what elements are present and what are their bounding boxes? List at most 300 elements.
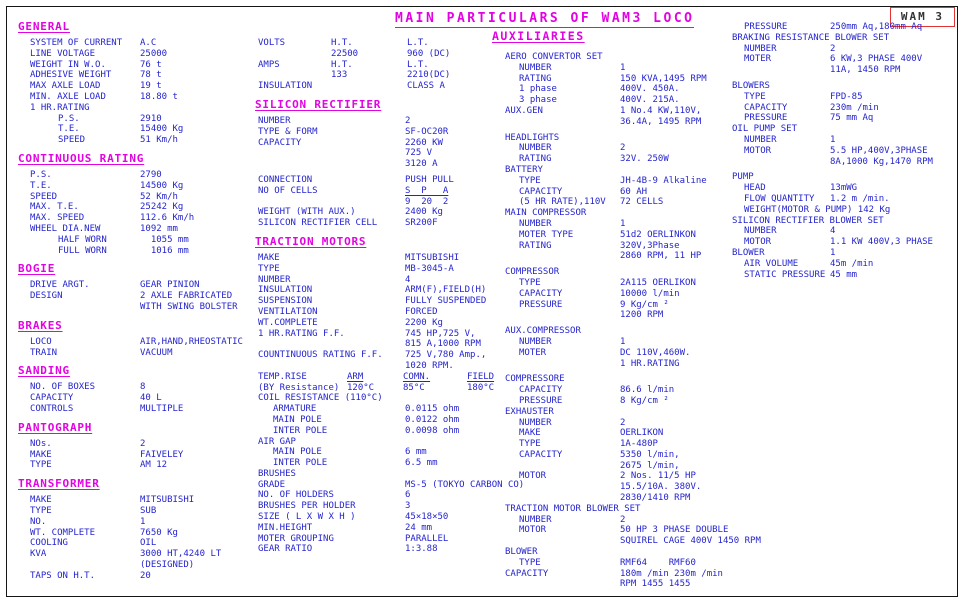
spec-row [255,253,505,264]
subsection-label: BLOWERS [732,80,770,91]
value-line: MS-5 (TOKYO CARBON CO) [405,479,525,490]
row-label: HEAD [744,183,766,194]
row-label: NO. OF BOXES [30,382,96,393]
value-line: 1A-480P [620,439,658,450]
row-label: TYPE [519,277,541,288]
spec-row [255,544,505,555]
row-value [140,60,162,71]
spec-row [18,181,258,192]
row-label: BRUSHES [258,468,296,479]
value-line: 10000 l/min [620,288,680,299]
spec-row [503,450,748,472]
spec-row [730,226,962,237]
spec-row [255,383,505,394]
spec-row [18,224,258,235]
value-line: 2 [140,438,146,449]
section-heading: TRACTION MOTORS [255,234,367,248]
row-label: NUMBER [744,43,777,54]
spec-row [503,385,748,396]
spec-row [18,124,258,135]
row-cell: L.T. [407,59,429,70]
spec-section [255,38,505,92]
row-value [405,138,443,170]
row-value [830,194,890,205]
value-line: 15400 Kg [140,124,184,135]
spec-row [503,515,748,526]
value-line: 230m /min [830,102,879,113]
spec-row [18,348,258,359]
row-label: TYPE [744,91,766,102]
row-value [405,175,454,186]
value-line: RPM 1455 1455 [620,579,691,590]
value-line: 2 AXLE FABRICATED [140,291,233,302]
section-heading: TRANSFORMER [18,477,100,491]
subsection-row [730,124,962,135]
value-line: SQUIREL CAGE 400V 1450 RPM [620,536,761,547]
row-value [140,246,189,257]
row-label: KVA [30,549,47,560]
spec-row [255,350,505,372]
value-line: 13mWG [830,183,858,194]
row-value [852,205,890,216]
value-line: PARALLEL [405,533,449,544]
spec-row [18,38,258,49]
spec-row [503,74,748,85]
value-line: A.C [140,38,157,48]
value-line: ARM(F),FIELD(H) [405,285,487,296]
row-value [830,54,922,76]
row-value [830,248,835,259]
spec-row [503,428,748,439]
row-value [620,106,701,128]
subsection-row [730,248,962,259]
row-label: AMPS [258,59,280,70]
row-label: MOTOR [744,145,772,156]
row-value [140,181,183,192]
row-label: STATIC PRESSURE [744,269,826,280]
value-line: 76 t [140,59,162,70]
spec-row [18,60,258,71]
spec-row [255,329,505,351]
value-line: 8 Kg/cm ² [620,395,669,406]
value-line: 11A, 1450 RPM [830,65,901,76]
row-value [620,84,680,95]
row-value [405,253,459,264]
spec-row [255,116,505,127]
subsection-row [730,33,962,44]
row-value [620,289,680,300]
value-line: 1016 mm [140,245,189,256]
row-value [140,135,178,146]
loco-class-badge: WAM 3 [890,7,955,27]
row-label: INTER POLE [273,425,328,436]
value-line: 1020 RPM. [405,360,454,371]
row-value [140,450,183,461]
value-line: 19 t [140,81,162,92]
row-label: MOTOR [519,471,547,482]
spec-row [503,230,748,241]
row-label: AIR GAP [258,436,296,447]
value-line: 725 V [405,148,433,159]
row-label: MOTER GROUPING [258,533,334,544]
subsection-row [503,165,748,176]
row-label: 1 phase [519,84,557,95]
row-value [620,348,690,370]
value-line: 52 Km/h [140,191,178,202]
spec-section [18,364,258,414]
value-line: 745 HP,725 V, [405,328,476,339]
spec-row [730,22,962,33]
subsection-row [503,407,748,418]
spec-row [503,154,748,165]
value-line: 815 A,1000 RPM [405,339,481,350]
row-value [405,218,438,229]
spec-section [18,421,258,471]
value-line: 2200 Kg [405,317,443,328]
row-value [140,213,194,224]
row-label: NUMBER [258,115,291,126]
row-value [140,337,243,348]
row-label: WEIGHT(MOTOR & PUMP) [744,204,853,215]
row-value [405,285,486,296]
spec-row [18,450,258,461]
row-value [405,512,448,523]
spec-row [255,469,505,480]
row-value [405,426,459,437]
spec-row [730,113,962,124]
row-label: MAIN POLE [273,447,322,458]
spec-row [503,525,761,547]
spec-column-general [18,20,258,581]
value-line: 75 mm Aq [830,113,874,124]
value-line: 1055 mm [140,234,189,245]
row-label: PRESSURE [519,395,563,406]
value-line: OERLIKON [620,428,664,439]
value-line: 36.4A, 1495 RPM [620,116,702,127]
row-label: PRESSURE [519,299,563,310]
value-line: 0.0098 ohm [405,425,460,436]
row-label: NUMBER [519,336,552,347]
value-line: 4 [405,274,411,285]
row-label: TYPE [258,263,280,274]
value-line: 1:3.88 [405,544,438,555]
spec-row [18,114,258,125]
row-value [620,471,701,503]
value-line: 5.5 HP,400V,3PHASE [830,145,928,156]
value-line: 400V. 215A. [620,95,680,106]
value-line: 25000 [140,48,168,59]
value-line: 1 [620,218,626,229]
row-value [140,38,156,49]
spec-row [503,95,748,106]
row-value [620,230,696,241]
value-line: 1092 mm [140,223,178,234]
row-label: NUMBER [519,218,552,229]
spec-row [18,192,258,203]
row-label: MAKE [30,449,52,460]
row-value [140,528,178,539]
subsection-label: TRACTION MOTOR BLOWER SET [505,503,641,514]
row-value [140,92,178,103]
row-value [620,300,669,322]
value-line: 1 [140,516,146,527]
value-line: AM 12 [140,460,168,471]
row-value [405,116,410,127]
row-value [405,207,443,218]
row-value [620,515,625,526]
row-label: MOTER [744,54,772,65]
row-label: INSULATION [258,285,313,296]
value-line: 2 [830,43,836,54]
row-label: ADHESIVE WEIGHT [30,70,112,81]
spec-section [503,52,761,590]
spec-row [255,186,505,208]
value-line: FULLY SUSPENDED [405,296,487,307]
row-value [830,183,857,194]
row-value [140,460,167,471]
value-line: 72 CELLS [620,197,664,208]
row-label: MAX AXLE LOAD [30,81,101,92]
row-label: CAPACITY [519,385,563,396]
spec-row [730,259,962,270]
row-value [405,490,410,501]
spec-row [503,337,748,348]
row-label: MOTOR [744,237,772,248]
row-label: DRIVE ARGT. [30,280,90,291]
subsection-row [503,504,748,515]
subsection-label: AUX.COMPRESSOR [505,326,581,337]
subsection-label: AERO CONVERTOR SET [505,52,603,62]
value-line: GEAR PINION [140,280,200,291]
spec-row [255,60,505,71]
row-cell: 180°C [467,382,495,393]
spec-row [730,205,962,216]
spec-row [503,241,748,263]
row-label: CAPACITY [505,568,549,579]
value-line: 24 mm [405,522,433,533]
auxiliaries-heading: AUXILIARIES [492,29,585,43]
row-value [405,415,459,426]
row-label: HALF WORN [58,234,107,245]
value-line: PUSH PULL [405,174,454,185]
value-line: 150 KVA,1495 RPM [620,73,707,84]
row-value [620,219,625,230]
row-label: NUMBER [744,226,777,237]
value-line: 18.80 t [140,91,178,102]
spec-row [503,278,748,289]
row-value [405,404,459,415]
spec-section [18,152,258,256]
row-value [140,439,145,450]
spec-row [503,84,748,95]
spec-row [18,81,258,92]
row-value [405,458,438,469]
row-label: LINE VOLTAGE [30,48,96,59]
row-value [405,318,443,329]
value-line: 3 [405,501,411,512]
spec-row [18,280,258,291]
row-label: WT. COMPLETE [30,527,96,538]
row-label: SYSTEM OF CURRENT [30,38,123,48]
spec-column-auxiliaries [503,52,761,590]
row-value [620,278,696,289]
row-label: INSULATION [258,81,313,92]
row-label: NO OF CELLS [258,185,318,196]
spec-row [255,49,505,60]
spec-row [503,439,748,450]
spec-row [18,170,258,181]
spec-row [503,187,748,198]
spec-row [255,127,505,138]
row-value [830,270,857,281]
row-label: RATING [519,240,552,251]
spec-row [18,460,258,471]
subsection-label: BRAKING RESISTANCE BLOWER SET [732,32,890,43]
row-value [620,176,707,187]
row-label: MAKE [519,428,541,439]
row-value [620,450,680,472]
subsection-label: AUX.GEN [505,105,543,116]
spec-row [255,393,505,404]
subsection-row [730,172,962,183]
row-value [620,385,674,396]
section-heading: BRAKES [18,318,63,332]
spec-row [255,138,505,170]
row-value [405,534,448,545]
row-label: CAPACITY [519,288,563,299]
subsection-label: OIL PUMP SET [732,124,798,135]
row-label: INTER POLE [273,458,328,469]
section-heading: SILICON RECTIFIER [255,97,382,111]
row-value [405,186,448,208]
spec-row [730,146,962,168]
row-label: AIR VOLUME [744,258,799,269]
subsection-row [503,374,748,385]
value-line: 2860 RPM, 11 HP [620,251,702,262]
row-label: CAPACITY [744,102,788,113]
spec-row [503,471,748,503]
row-cell: 2210(DC) [407,70,451,81]
row-value [620,63,625,74]
spec-row [503,569,748,591]
row-value [620,418,625,429]
value-line: 2910 [140,113,162,124]
row-label: WT.COMPLETE [258,317,318,328]
value-line: 250mm Aq,180mm Aq [830,22,923,32]
section-heading: CONTINUOUS RATING [18,151,145,165]
spec-section [255,98,505,229]
row-label: MAKE [30,495,52,506]
value-line: 2400 Kg [405,207,443,218]
spec-section [730,22,962,280]
spec-row [18,135,258,146]
row-label: CAPACITY [519,449,563,460]
row-label: TYPE [30,460,52,471]
spec-row [255,512,505,523]
value-line: 20 [140,570,151,581]
value-line: (DESIGNED) [140,559,195,570]
subsection-row [503,267,748,278]
value-line: SR200F [405,218,438,229]
row-value [405,501,410,512]
subsection-row [503,547,748,558]
spec-row [18,103,258,114]
row-label: BRUSHES PER HOLDER [258,501,356,512]
value-line: FAIVELEY [140,449,184,460]
spec-row [255,264,505,275]
row-value [140,291,238,313]
spec-row [730,54,962,76]
value-line: FORCED [405,306,438,317]
spec-section [18,262,258,312]
row-label: NO. OF HOLDERS [258,490,334,501]
value-line: 2260 KW [405,137,443,148]
spec-row [18,549,258,571]
row-value [140,49,167,60]
subsection-row [503,133,748,144]
value-line: 112.6 Km/h [140,213,195,224]
row-value [140,280,200,291]
row-cell: 960 (DC) [407,48,451,59]
value-line: 400V. 450A. [620,84,680,95]
value-line: FPD-85 [830,91,863,102]
spec-row [18,506,258,517]
row-label: MAX. T.E. [30,202,79,213]
value-line: 4 [830,226,836,237]
row-value [405,523,432,534]
row-value [620,241,701,263]
spec-row [255,437,505,448]
row-label: P.S. [30,169,52,180]
subsection-label: PUMP [732,172,754,183]
spec-row [730,135,962,146]
row-value [405,544,438,555]
subsection-row [730,216,962,227]
row-value [140,70,162,81]
value-line: 45m /min [830,258,874,269]
row-value [620,74,707,85]
subsection-row [730,81,962,92]
row-value [405,447,427,458]
row-label: WHEEL DIA.NEW [30,223,101,234]
value-line: 60 AH [620,186,648,197]
row-value [140,549,221,571]
spec-row [18,404,258,415]
row-cell: FIELD [467,371,495,382]
row-value [140,235,189,246]
row-value [620,154,669,165]
spec-row [730,194,962,205]
row-label: TEMP.RISE [258,371,307,382]
spec-row [255,38,505,49]
spec-row [18,439,258,450]
row-label: CAPACITY [30,393,74,404]
row-label: GEAR RATIO [258,544,313,555]
row-value [140,170,162,181]
row-cell: ARM [347,371,364,382]
row-label: NUMBER [519,514,552,525]
value-line: JH-4B-9 Alkaline [620,175,707,186]
spec-row [255,415,505,426]
spec-section [18,319,258,359]
row-label: FLOW QUANTITY [744,193,815,204]
value-line: 142 Kg [852,204,891,215]
value-line: 32V. 250W [620,154,669,165]
row-value [140,382,145,393]
row-label: WEIGHT IN W.O. [30,59,106,70]
row-cell: 85°C [403,382,425,393]
spec-row [255,285,505,296]
